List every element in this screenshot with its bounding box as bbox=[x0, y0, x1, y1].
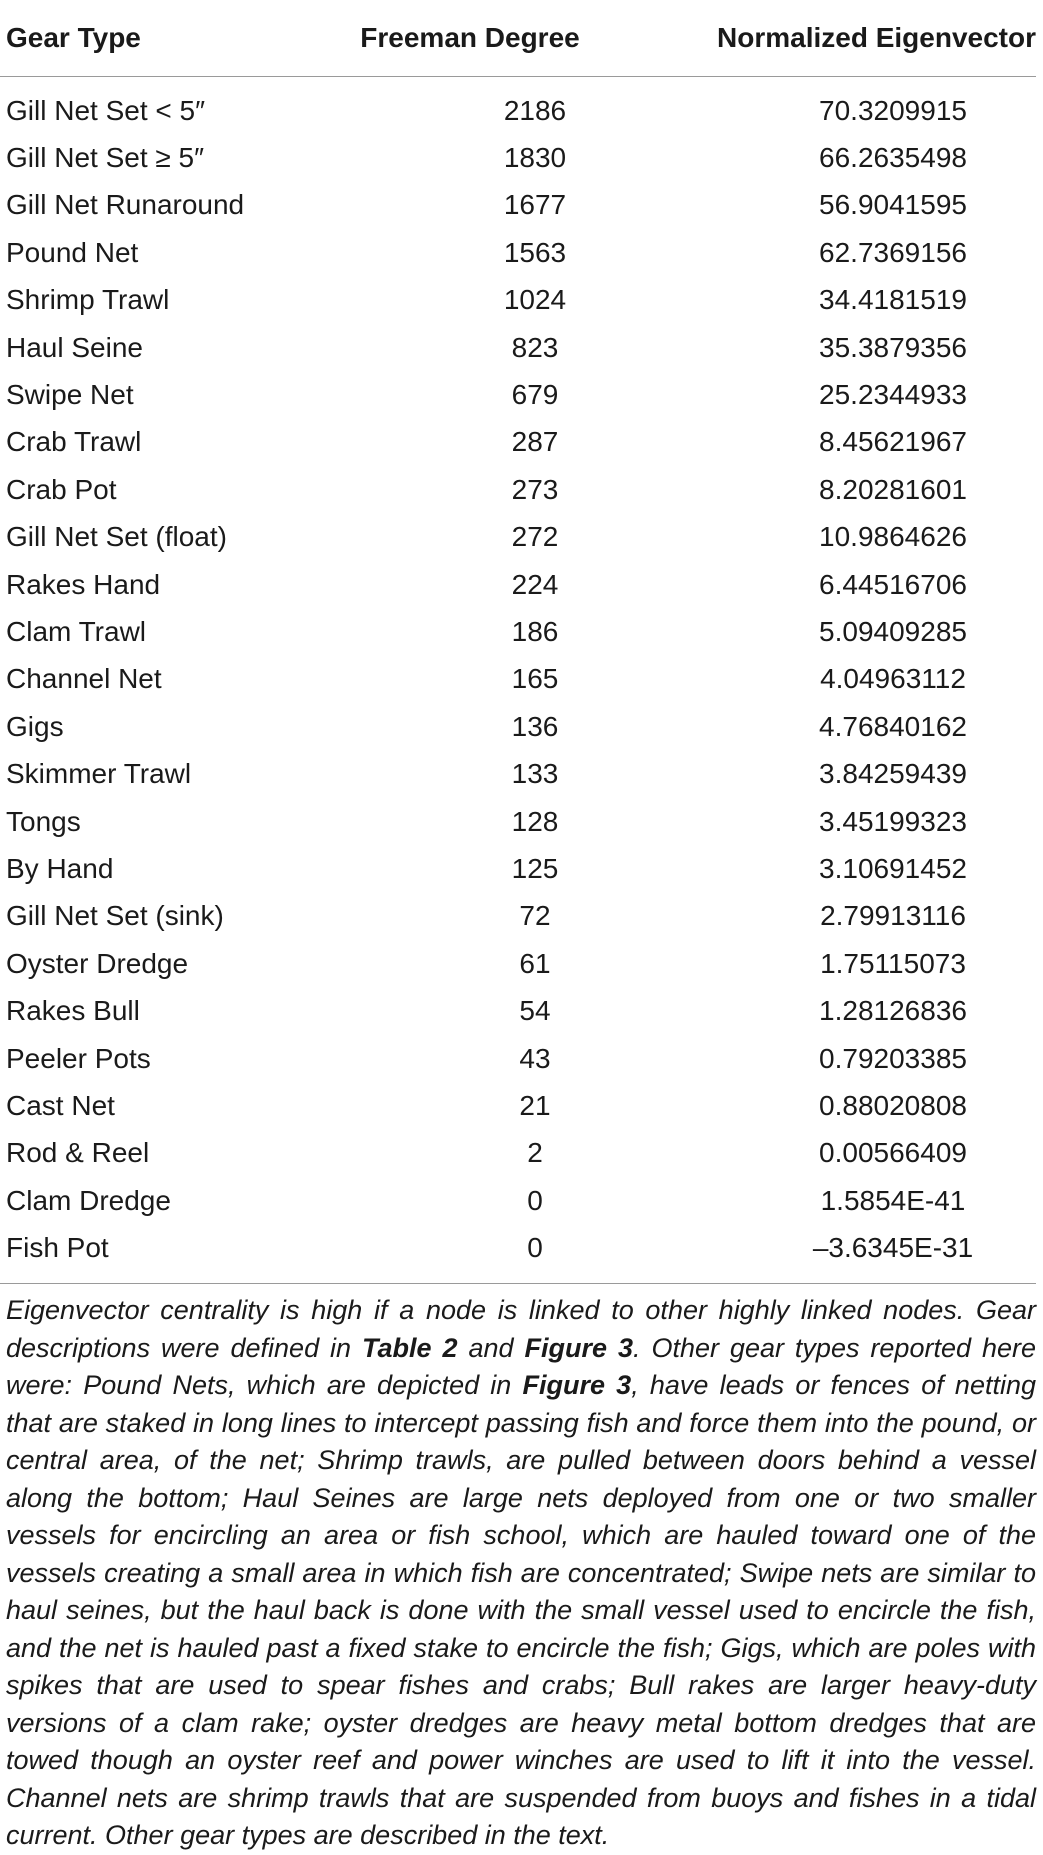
cell-normalized-eigenvector: 25.2344933 bbox=[819, 379, 967, 411]
table-row bbox=[0, 1130, 1036, 1177]
cell-normalized-eigenvector: 0.79203385 bbox=[819, 1042, 967, 1074]
cell-normalized-eigenvector: 1.5854E-41 bbox=[820, 1184, 966, 1216]
caption-ref-figure-3[interactable]: Figure 3 bbox=[524, 1332, 633, 1363]
cell-gear-type: Rakes Bull bbox=[6, 995, 140, 1027]
header-gear-type: Gear Type bbox=[0, 0, 300, 77]
cell-gear-type: Gill Net Set (sink) bbox=[6, 900, 224, 932]
caption-text-4: , have leads or fences of netting that are staked in long lines to intercept passing fish and force them into the pound, or central area, of the net; Shrimp trawls, are pulled between doors behind a vessel along the bottom; Haul Seines are large nets deployed from one or two smaller vessels for encircling an area or fish school, which are hauled toward one of the vessels creating a small area in which fish are concentrated; Swipe nets are similar to haul seines, but the haul back is done with the small vessel used to encircle the fish, and the net is hauled past a fixed stake to encircle the fish; Gigs, which are poles with spikes that are used to spear fishes and crabs; Bull rakes are larger heavy-duty versions of a clam rake; oyster dredges are heavy metal bottom dredges that are towed though an oyster reef and power winches are used to lift it into the vessel. Channel nets are shrimp trawls that are suspended from buoys and fishes in a tidal current. Other gear types are described in the text. bbox=[6, 1370, 1036, 1850]
cell-normalized-eigenvector: 2.79913116 bbox=[820, 900, 966, 932]
cell-gear-type: Pound Net bbox=[6, 236, 139, 268]
table-row bbox=[0, 1224, 1036, 1279]
cell-gear-type: Cast Net bbox=[6, 1089, 115, 1121]
cell-gear-type: Gill Net Runaround bbox=[6, 189, 245, 221]
cell-gear-type: Gigs bbox=[6, 710, 64, 742]
cell-gear-type: Clam Dredge bbox=[6, 1184, 171, 1216]
cell-normalized-eigenvector: 0.88020808 bbox=[819, 1089, 967, 1121]
table-row bbox=[0, 893, 1036, 940]
cell-gear-type: Peeler Pots bbox=[6, 1042, 151, 1074]
caption-text-1: Eigenvector centrality is high if a node is linked to other highly linked nodes. Gear descriptions were defined in bbox=[6, 1295, 1036, 1363]
cell-normalized-eigenvector: 70.3209915 bbox=[819, 94, 967, 126]
table-body bbox=[0, 77, 1036, 1280]
table-row bbox=[0, 1082, 1036, 1129]
cell-gear-type: Crab Pot bbox=[6, 473, 117, 505]
caption-divider bbox=[0, 1283, 1036, 1284]
caption-text-2: and bbox=[457, 1332, 525, 1363]
cell-gear-type: By Hand bbox=[6, 852, 114, 884]
table-row bbox=[0, 77, 1036, 135]
table-row bbox=[0, 703, 1036, 750]
table-row bbox=[0, 514, 1036, 561]
caption-ref-figure-3-second[interactable]: Figure 3 bbox=[522, 1370, 632, 1400]
caption-text-3: . Other gear types reported here were: Pound Nets, which are depicted in bbox=[6, 1332, 1036, 1400]
cell-freeman-degree: 128 bbox=[511, 805, 559, 837]
cell-gear-type: Tongs bbox=[6, 805, 81, 837]
cell-freeman-degree: 54 bbox=[519, 995, 551, 1027]
caption-ref-table-2[interactable]: Table 2 bbox=[362, 1332, 458, 1363]
table-row bbox=[0, 134, 1036, 181]
cell-freeman-degree: 679 bbox=[511, 379, 559, 411]
cell-normalized-eigenvector: 1.28126836 bbox=[819, 995, 967, 1027]
cell-gear-type: Rakes Hand bbox=[6, 568, 161, 600]
cell-normalized-eigenvector: 35.3879356 bbox=[819, 331, 967, 363]
cell-gear-type: Crab Trawl bbox=[6, 426, 142, 458]
cell-freeman-degree: 125 bbox=[511, 852, 559, 884]
cell-gear-type: Channel Net bbox=[6, 663, 162, 695]
cell-normalized-eigenvector: 8.45621967 bbox=[819, 426, 967, 458]
table-row bbox=[0, 656, 1036, 703]
table-row bbox=[0, 371, 1036, 418]
cell-normalized-eigenvector: –3.6345E-31 bbox=[812, 1232, 974, 1264]
cell-normalized-eigenvector: 62.7369156 bbox=[819, 236, 967, 268]
cell-normalized-eigenvector: 3.45199323 bbox=[819, 805, 967, 837]
cell-freeman-degree: 165 bbox=[511, 663, 559, 695]
cell-freeman-degree: 43 bbox=[519, 1042, 551, 1074]
cell-freeman-degree: 0 bbox=[527, 1184, 543, 1216]
table-row bbox=[0, 940, 1036, 987]
cell-normalized-eigenvector: 0.00566409 bbox=[819, 1137, 967, 1169]
cell-freeman-degree: 1830 bbox=[503, 142, 567, 174]
cell-normalized-eigenvector: 3.10691452 bbox=[819, 852, 967, 884]
cell-freeman-degree: 273 bbox=[511, 473, 559, 505]
table-caption bbox=[6, 1292, 1036, 1855]
cell-gear-type: Gill Net Set (float) bbox=[6, 521, 227, 553]
table-row bbox=[0, 419, 1036, 466]
table-row bbox=[0, 608, 1036, 655]
cell-freeman-degree: 21 bbox=[519, 1089, 551, 1121]
cell-gear-type: Clam Trawl bbox=[6, 615, 147, 647]
cell-freeman-degree: 136 bbox=[511, 710, 559, 742]
cell-freeman-degree: 272 bbox=[511, 521, 559, 553]
cell-normalized-eigenvector: 6.44516706 bbox=[819, 568, 967, 600]
cell-freeman-degree: 1024 bbox=[503, 284, 567, 316]
table-row bbox=[0, 324, 1036, 371]
table-row bbox=[0, 798, 1036, 845]
cell-normalized-eigenvector: 66.2635498 bbox=[819, 142, 967, 174]
cell-normalized-eigenvector: 10.9864626 bbox=[819, 521, 967, 553]
cell-normalized-eigenvector: 4.76840162 bbox=[819, 710, 967, 742]
cell-gear-type: Swipe Net bbox=[6, 379, 134, 411]
cell-normalized-eigenvector: 34.4181519 bbox=[819, 284, 967, 316]
table-row bbox=[0, 1177, 1036, 1224]
cell-normalized-eigenvector: 4.04963112 bbox=[820, 663, 966, 695]
cell-gear-type: Oyster Dredge bbox=[6, 947, 189, 979]
table-row bbox=[0, 845, 1036, 892]
cell-freeman-degree: 61 bbox=[519, 947, 551, 979]
cell-normalized-eigenvector: 8.20281601 bbox=[819, 473, 967, 505]
cell-freeman-degree: 0 bbox=[527, 1232, 543, 1264]
cell-freeman-degree: 1563 bbox=[503, 236, 567, 268]
cell-normalized-eigenvector: 56.9041595 bbox=[819, 189, 967, 221]
cell-freeman-degree: 133 bbox=[511, 758, 559, 790]
cell-freeman-degree: 2186 bbox=[503, 94, 567, 126]
cell-gear-type: Gill Net Set ≥ 5″ bbox=[6, 142, 205, 174]
table-row bbox=[0, 466, 1036, 513]
cell-normalized-eigenvector: 1.75115073 bbox=[820, 947, 966, 979]
table-row bbox=[0, 229, 1036, 276]
cell-freeman-degree: 2 bbox=[527, 1137, 543, 1169]
table-row bbox=[0, 277, 1036, 324]
cell-freeman-degree: 823 bbox=[511, 331, 559, 363]
cell-gear-type: Skimmer Trawl bbox=[6, 758, 192, 790]
table-row bbox=[0, 750, 1036, 797]
table-row bbox=[0, 987, 1036, 1034]
cell-freeman-degree: 72 bbox=[519, 900, 551, 932]
cell-normalized-eigenvector: 5.09409285 bbox=[819, 615, 967, 647]
table-row bbox=[0, 182, 1036, 229]
cell-gear-type: Haul Seine bbox=[6, 331, 143, 363]
cell-gear-type: Gill Net Set < 5″ bbox=[6, 94, 205, 126]
cell-gear-type: Fish Pot bbox=[6, 1232, 109, 1264]
header-row bbox=[0, 0, 1036, 77]
cell-gear-type: Rod & Reel bbox=[6, 1137, 150, 1169]
cell-gear-type: Shrimp Trawl bbox=[6, 284, 170, 316]
table-row bbox=[0, 1035, 1036, 1082]
header-freeman-degree: Freeman Degree bbox=[300, 0, 640, 77]
cell-freeman-degree: 186 bbox=[511, 615, 559, 647]
cell-freeman-degree: 224 bbox=[511, 568, 559, 600]
table-row bbox=[0, 561, 1036, 608]
cell-freeman-degree: 1677 bbox=[503, 189, 567, 221]
header-normalized-eigenvector: Normalized Eigenvector bbox=[640, 0, 1036, 77]
table-header bbox=[0, 0, 1036, 77]
cell-freeman-degree: 287 bbox=[511, 426, 559, 458]
cell-normalized-eigenvector: 3.84259439 bbox=[819, 758, 967, 790]
